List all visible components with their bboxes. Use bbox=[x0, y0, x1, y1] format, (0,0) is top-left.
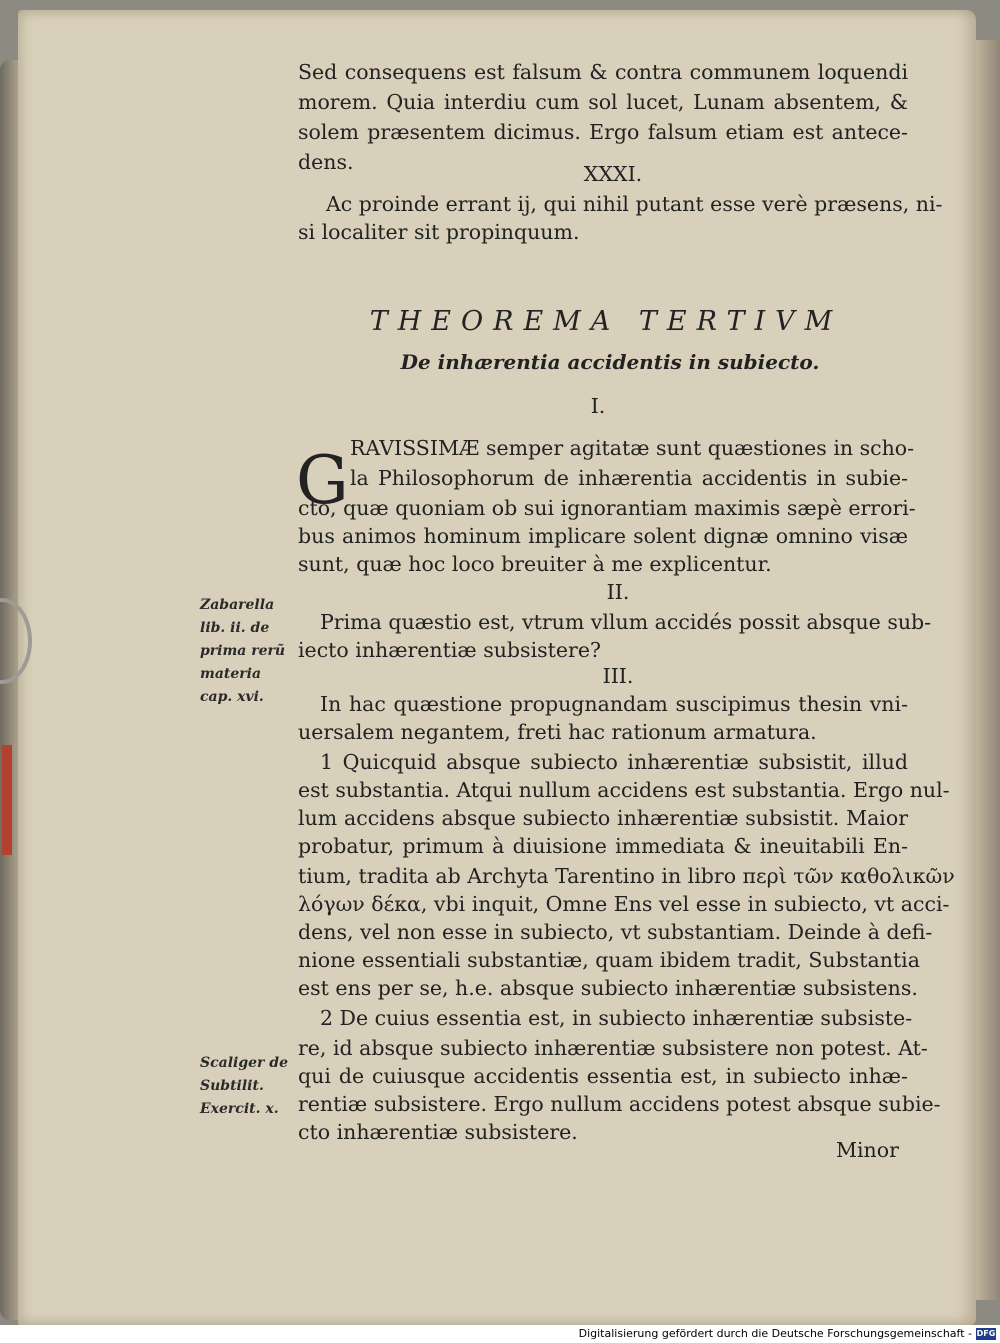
section-number: II. bbox=[606, 580, 630, 604]
margin-note-line: Scaliger de bbox=[200, 1055, 288, 1071]
margin-note-line: lib. ii. de bbox=[200, 620, 270, 636]
margin-note-line: Subtilit. bbox=[200, 1078, 264, 1094]
section-number: III. bbox=[602, 664, 634, 688]
text-line: tium, tradita ab Archyta Tarentino in libro περὶ τῶν καθολικῶν bbox=[298, 864, 955, 888]
text-line: si localiter sit propinquum. bbox=[298, 220, 580, 244]
text-line: est substantia. Atqui nullum accidens est substantia. Ergo nul- bbox=[298, 778, 950, 802]
text-line: solem præsentem dicimus. Ergo falsum etiam est antece- bbox=[298, 120, 908, 144]
margin-note-line: cap. xvi. bbox=[200, 689, 264, 705]
text-line: re, id absque subiecto inhærentiæ subsistere non potest. At- bbox=[298, 1036, 928, 1060]
section-number: XXXI. bbox=[583, 162, 643, 186]
text-line: nione essentiali substantiæ, quam ibidem tradit, Substantia bbox=[298, 948, 920, 972]
text-line: bus animos hominum implicare solent dignæ omnino visæ bbox=[298, 524, 908, 548]
margin-note-scaliger bbox=[200, 1052, 288, 1121]
text-line: dens. bbox=[298, 150, 354, 174]
theorem-subheading: De inhærentia accidentis in subiecto. bbox=[400, 350, 820, 374]
text-line: Prima quæstio est, vtrum vllum accidés possit absque sub- bbox=[320, 610, 932, 634]
margin-note-line: materia bbox=[200, 666, 262, 682]
text-line: est ens per se, h.e. absque subiecto inhærentiæ subsistens. bbox=[298, 976, 918, 1000]
text-line: probatur, primum à diuisione immediata & ineuitabili En- bbox=[298, 834, 908, 858]
margin-note-line: Exercit. x. bbox=[200, 1101, 279, 1117]
text-line: lum accidens absque subiecto inhærentiæ subsistit. Maior bbox=[298, 806, 908, 830]
text-line: morem. Quia interdiu cum sol lucet, Lunam absentem, & bbox=[298, 90, 908, 114]
text-line: qui de cuiusque accidentis essentia est, in subiecto inhæ- bbox=[298, 1064, 908, 1088]
text-line: Sed consequens est falsum & contra communem loquendi bbox=[298, 60, 908, 84]
footer-text: Digitalisierung gefördert durch die Deutsche Forschungsgemeinschaft - bbox=[578, 1327, 972, 1340]
footer-bar bbox=[0, 1325, 1000, 1343]
margin-note-line: prima rerũ bbox=[200, 643, 286, 659]
text-line: rentiæ subsistere. Ergo nullum accidens potest absque subie- bbox=[298, 1092, 941, 1116]
catchword: Minor bbox=[836, 1138, 899, 1162]
book-page bbox=[18, 10, 976, 1325]
margin-note-zabarella bbox=[200, 594, 285, 709]
drop-cap: G bbox=[296, 442, 349, 519]
text-line: sunt, quæ hoc loco breuiter à me explicentur. bbox=[298, 552, 772, 576]
text-line: RAVISSIMÆ semper agitatæ sunt quæstiones in scho- bbox=[350, 436, 915, 460]
text-line: 1 Quicquid absque subiecto inhærentiæ subsistit, illud bbox=[320, 750, 908, 774]
margin-note-line: Zabarella bbox=[200, 597, 275, 613]
text-line: 2 De cuius essentia est, in subiecto inhærentiæ subsiste- bbox=[320, 1006, 913, 1030]
theorem-heading: THEOREMA TERTIVM bbox=[369, 306, 843, 337]
text-line: cto, quæ quoniam ob sui ignorantiam maximis sæpè errori- bbox=[298, 496, 916, 520]
text-line: In hac quæstione propugnandam suscipimus thesin vni- bbox=[320, 692, 908, 716]
text-line: uersalem negantem, freti hac rationum armatura. bbox=[298, 720, 817, 744]
book-right-edge bbox=[974, 40, 1000, 1300]
section-number: I. bbox=[590, 394, 606, 418]
text-line: Ac proinde errant ij, qui nihil putant esse verè præsens, ni- bbox=[326, 192, 943, 216]
text-line: cto inhærentiæ subsistere. bbox=[298, 1120, 578, 1144]
text-line: λόγων δέκα, vbi inquit, Omne Ens vel esse in subiecto, vt acci- bbox=[298, 892, 950, 916]
text-line: iecto inhærentiæ subsistere? bbox=[298, 638, 601, 662]
text-line: dens, vel non esse in subiecto, vt substantiam. Deinde à defi- bbox=[298, 920, 933, 944]
text-line: la Philosophorum de inhærentia accidentis in subie- bbox=[350, 466, 908, 490]
red-ribbon bbox=[2, 745, 12, 855]
dfg-logo: DFG bbox=[976, 1329, 996, 1338]
